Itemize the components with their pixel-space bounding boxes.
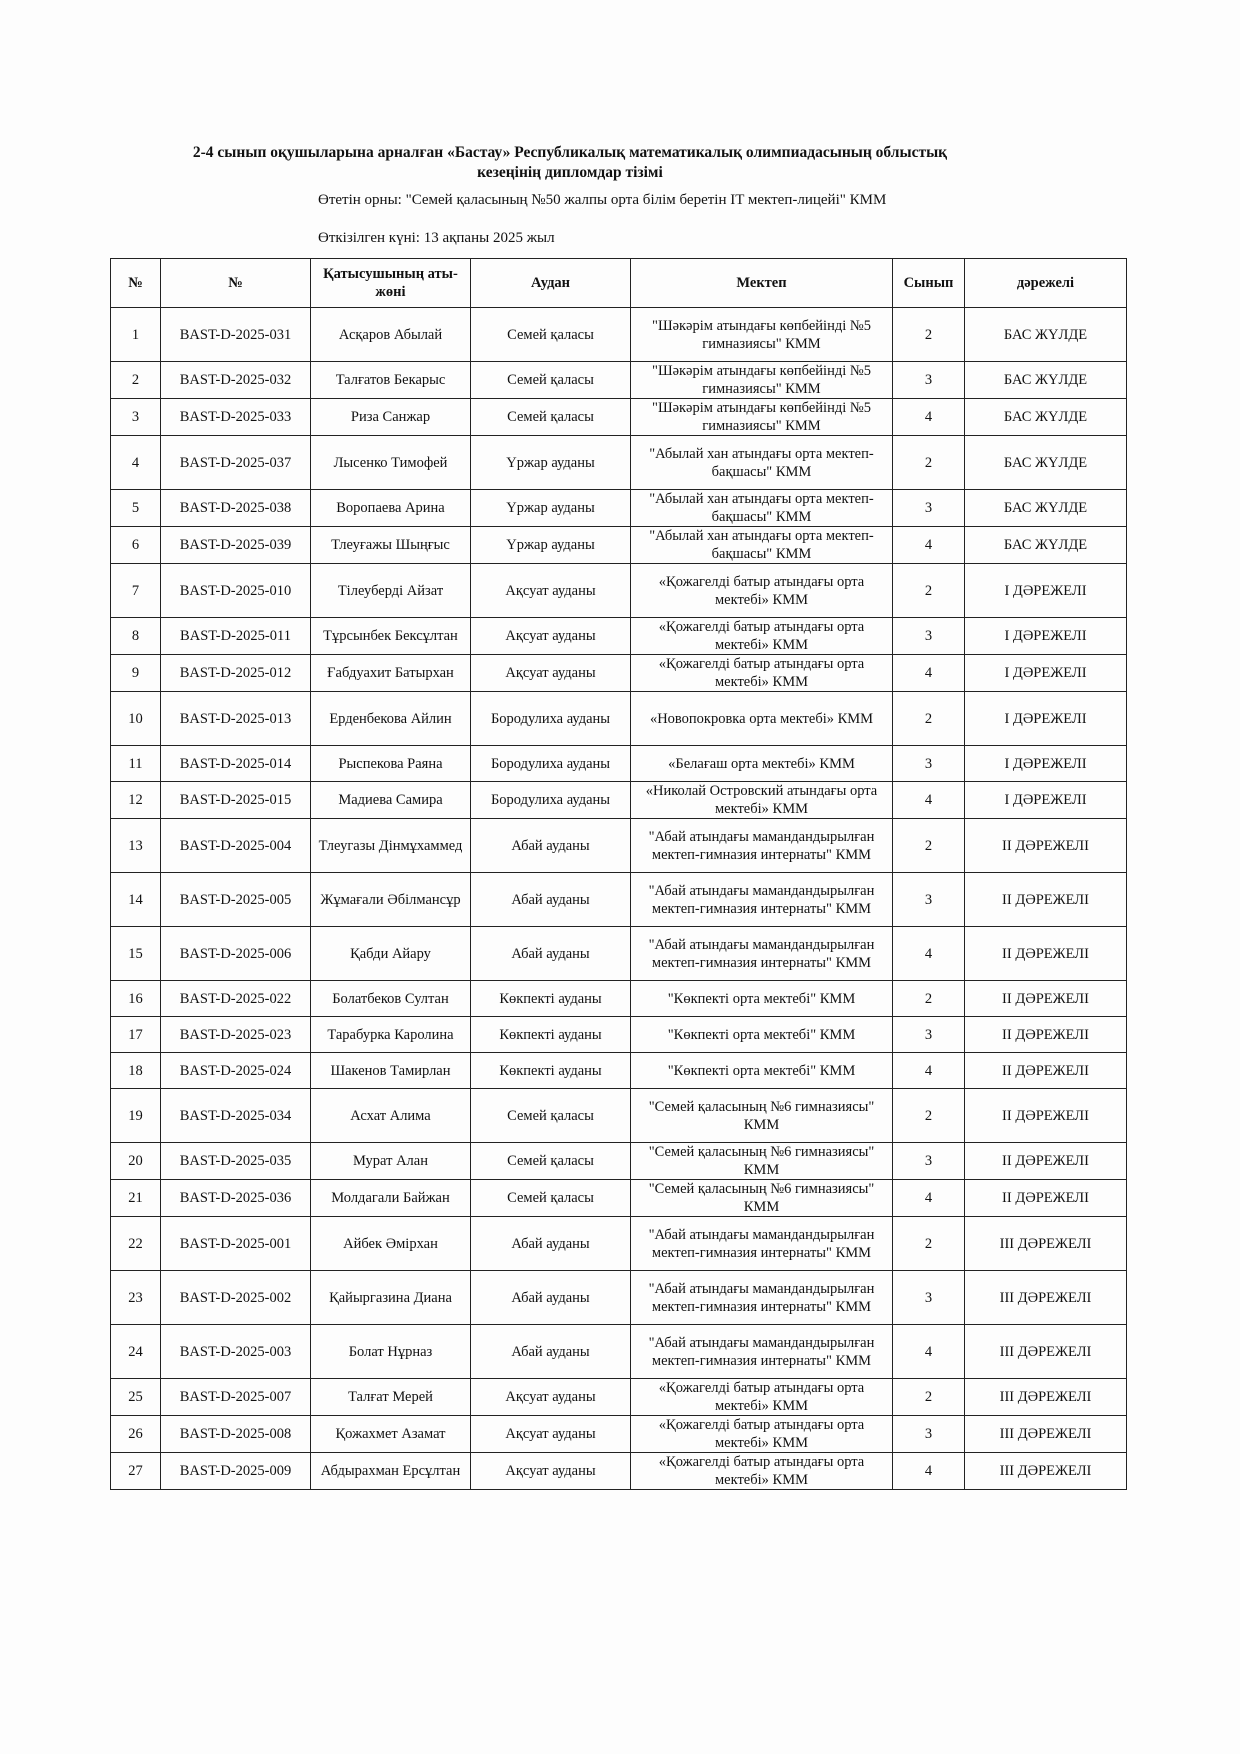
diploma-id-cell: BAST-D-2025-010	[161, 564, 311, 618]
diploma-table	[110, 258, 1127, 1490]
school-cell: "Семей қаласының №6 гимназиясы" КММ	[631, 1089, 893, 1143]
table-row	[111, 692, 1127, 746]
school-cell: «Новопокровка орта мектебі» КММ	[631, 692, 893, 746]
degree-cell: II ДӘРЕЖЕЛІ	[965, 1089, 1127, 1143]
district-cell: Көкпекті ауданы	[471, 1017, 631, 1053]
school-cell: "Абылай хан атындағы орта мектеп-бақшасы" КММ	[631, 436, 893, 490]
row-number-cell: 10	[111, 692, 161, 746]
table-row	[111, 1217, 1127, 1271]
table-row	[111, 399, 1127, 436]
degree-cell: I ДӘРЕЖЕЛІ	[965, 655, 1127, 692]
degree-cell: II ДӘРЕЖЕЛІ	[965, 927, 1127, 981]
district-cell: Абай ауданы	[471, 1271, 631, 1325]
district-cell: Семей қаласы	[471, 308, 631, 362]
grade-cell: 3	[893, 1143, 965, 1180]
district-cell: Семей қаласы	[471, 1143, 631, 1180]
diploma-id-cell: BAST-D-2025-035	[161, 1143, 311, 1180]
row-number-cell: 21	[111, 1180, 161, 1217]
diploma-id-cell: BAST-D-2025-002	[161, 1271, 311, 1325]
table-row	[111, 436, 1127, 490]
degree-cell: III ДӘРЕЖЕЛІ	[965, 1416, 1127, 1453]
row-number-cell: 15	[111, 927, 161, 981]
diploma-id-cell: BAST-D-2025-031	[161, 308, 311, 362]
diploma-id-cell: BAST-D-2025-013	[161, 692, 311, 746]
grade-cell: 4	[893, 1325, 965, 1379]
district-cell: Абай ауданы	[471, 873, 631, 927]
school-cell: «Белағаш орта мектебі» КММ	[631, 746, 893, 782]
degree-cell: I ДӘРЕЖЕЛІ	[965, 564, 1127, 618]
degree-cell: II ДӘРЕЖЕЛІ	[965, 1143, 1127, 1180]
row-number-cell: 4	[111, 436, 161, 490]
degree-cell: III ДӘРЕЖЕЛІ	[965, 1271, 1127, 1325]
diploma-id-cell: BAST-D-2025-023	[161, 1017, 311, 1053]
table-row	[111, 819, 1127, 873]
district-cell: Үржар ауданы	[471, 436, 631, 490]
grade-cell: 3	[893, 1416, 965, 1453]
header-cell: №	[111, 259, 161, 308]
school-cell: «Қожагелді батыр атындағы орта мектебі» КММ	[631, 1416, 893, 1453]
date-line: Өткізілген күні: 13 ақпаны 2025 жыл	[318, 230, 555, 246]
grade-cell: 2	[893, 981, 965, 1017]
school-cell: «Қожагелді батыр атындағы орта мектебі» КММ	[631, 1379, 893, 1416]
school-cell: «Қожагелді батыр атындағы орта мектебі» КММ	[631, 1453, 893, 1490]
degree-cell: БАС ЖҮЛДЕ	[965, 490, 1127, 527]
row-number-cell: 18	[111, 1053, 161, 1089]
row-number-cell: 7	[111, 564, 161, 618]
degree-cell: III ДӘРЕЖЕЛІ	[965, 1453, 1127, 1490]
diploma-id-cell: BAST-D-2025-007	[161, 1379, 311, 1416]
grade-cell: 4	[893, 1053, 965, 1089]
diploma-id-cell: BAST-D-2025-037	[161, 436, 311, 490]
district-cell: Үржар ауданы	[471, 527, 631, 564]
diploma-id-cell: BAST-D-2025-024	[161, 1053, 311, 1089]
school-cell: "Шәкәрім атындағы көпбейінді №5 гимназиясы" КММ	[631, 399, 893, 436]
district-cell: Бородулиха ауданы	[471, 746, 631, 782]
table-row	[111, 1271, 1127, 1325]
degree-cell: II ДӘРЕЖЕЛІ	[965, 1053, 1127, 1089]
table-row	[111, 1416, 1127, 1453]
degree-cell: БАС ЖҮЛДЕ	[965, 399, 1127, 436]
header-cell: Сынып	[893, 259, 965, 308]
district-cell: Семей қаласы	[471, 362, 631, 399]
diploma-id-cell: BAST-D-2025-034	[161, 1089, 311, 1143]
grade-cell: 2	[893, 1217, 965, 1271]
degree-cell: БАС ЖҮЛДЕ	[965, 527, 1127, 564]
district-cell: Абай ауданы	[471, 927, 631, 981]
grade-cell: 4	[893, 927, 965, 981]
table-row	[111, 1143, 1127, 1180]
diploma-id-cell: BAST-D-2025-012	[161, 655, 311, 692]
header-cell: Аудан	[471, 259, 631, 308]
header-cell: Мектеп	[631, 259, 893, 308]
district-cell: Ақсуат ауданы	[471, 1453, 631, 1490]
grade-cell: 2	[893, 308, 965, 362]
row-number-cell: 14	[111, 873, 161, 927]
diploma-id-cell: BAST-D-2025-014	[161, 746, 311, 782]
degree-cell: I ДӘРЕЖЕЛІ	[965, 618, 1127, 655]
grade-cell: 2	[893, 436, 965, 490]
participant-name-cell: Қабди Айару	[311, 927, 471, 981]
table-row	[111, 655, 1127, 692]
participant-name-cell: Рыспекова Раяна	[311, 746, 471, 782]
degree-cell: III ДӘРЕЖЕЛІ	[965, 1217, 1127, 1271]
row-number-cell: 23	[111, 1271, 161, 1325]
row-number-cell: 9	[111, 655, 161, 692]
participant-name-cell: Тарабурка Каролина	[311, 1017, 471, 1053]
diploma-id-cell: BAST-D-2025-036	[161, 1180, 311, 1217]
district-cell: Көкпекті ауданы	[471, 981, 631, 1017]
diploma-id-cell: BAST-D-2025-009	[161, 1453, 311, 1490]
grade-cell: 4	[893, 782, 965, 819]
participant-name-cell: Лысенко Тимофей	[311, 436, 471, 490]
table-row	[111, 618, 1127, 655]
table-row	[111, 746, 1127, 782]
school-cell: "Абай атындағы мамандандырылған мектеп-гимназия интернаты" КММ	[631, 1271, 893, 1325]
participant-name-cell: Воропаева Арина	[311, 490, 471, 527]
diploma-id-cell: BAST-D-2025-011	[161, 618, 311, 655]
row-number-cell: 27	[111, 1453, 161, 1490]
header-cell: дәрежелі	[965, 259, 1127, 308]
district-cell: Үржар ауданы	[471, 490, 631, 527]
table-row	[111, 1017, 1127, 1053]
participant-name-cell: Ерденбекова Айлин	[311, 692, 471, 746]
grade-cell: 3	[893, 746, 965, 782]
school-cell: "Абай атындағы мамандандырылған мектеп-гимназия интернаты" КММ	[631, 1325, 893, 1379]
school-cell: "Көкпекті орта мектебі" КММ	[631, 981, 893, 1017]
district-cell: Ақсуат ауданы	[471, 655, 631, 692]
school-cell: «Қожагелді батыр атындағы орта мектебі» КММ	[631, 655, 893, 692]
row-number-cell: 22	[111, 1217, 161, 1271]
grade-cell: 3	[893, 490, 965, 527]
school-cell: "Абылай хан атындағы орта мектеп-бақшасы" КММ	[631, 527, 893, 564]
table-row	[111, 490, 1127, 527]
school-cell: "Абай атындағы мамандандырылған мектеп-гимназия интернаты" КММ	[631, 927, 893, 981]
grade-cell: 2	[893, 564, 965, 618]
degree-cell: I ДӘРЕЖЕЛІ	[965, 692, 1127, 746]
grade-cell: 2	[893, 692, 965, 746]
participant-name-cell: Мадиева Самира	[311, 782, 471, 819]
header-cell: Қатысушының аты-жөні	[311, 259, 471, 308]
diploma-id-cell: BAST-D-2025-022	[161, 981, 311, 1017]
degree-cell: II ДӘРЕЖЕЛІ	[965, 1017, 1127, 1053]
row-number-cell: 8	[111, 618, 161, 655]
table-row	[111, 782, 1127, 819]
grade-cell: 2	[893, 819, 965, 873]
diploma-id-cell: BAST-D-2025-032	[161, 362, 311, 399]
district-cell: Ақсуат ауданы	[471, 1416, 631, 1453]
school-cell: «Николай Островский атындағы орта мектебі» КММ	[631, 782, 893, 819]
participant-name-cell: Тлеугазы Дінмұхаммед	[311, 819, 471, 873]
grade-cell: 3	[893, 1271, 965, 1325]
degree-cell: БАС ЖҮЛДЕ	[965, 362, 1127, 399]
degree-cell: III ДӘРЕЖЕЛІ	[965, 1379, 1127, 1416]
school-cell: «Қожагелді батыр атындағы орта мектебі» КММ	[631, 564, 893, 618]
district-cell: Ақсуат ауданы	[471, 1379, 631, 1416]
row-number-cell: 3	[111, 399, 161, 436]
row-number-cell: 2	[111, 362, 161, 399]
school-cell: "Абай атындағы мамандандырылған мектеп-гимназия интернаты" КММ	[631, 873, 893, 927]
district-cell: Бородулиха ауданы	[471, 782, 631, 819]
degree-cell: БАС ЖҮЛДЕ	[965, 308, 1127, 362]
participant-name-cell: Тұрсынбек Бексұлтан	[311, 618, 471, 655]
participant-name-cell: Болат Нұрназ	[311, 1325, 471, 1379]
participant-name-cell: Риза Санжар	[311, 399, 471, 436]
table-header-row	[111, 259, 1127, 308]
header-cell: №	[161, 259, 311, 308]
table-row	[111, 1379, 1127, 1416]
diploma-id-cell: BAST-D-2025-015	[161, 782, 311, 819]
district-cell: Ақсуат ауданы	[471, 618, 631, 655]
degree-cell: II ДӘРЕЖЕЛІ	[965, 819, 1127, 873]
document-title: 2-4 сынып оқушыларына арналған «Бастау» Республикалық математикалық олимпиадасының облыстық кезеңінің дипломдар тізімі	[192, 144, 948, 181]
participant-name-cell: Қайыргазина Диана	[311, 1271, 471, 1325]
grade-cell: 4	[893, 399, 965, 436]
degree-cell: БАС ЖҮЛДЕ	[965, 436, 1127, 490]
school-cell: "Абылай хан атындағы орта мектеп-бақшасы" КММ	[631, 490, 893, 527]
grade-cell: 4	[893, 1180, 965, 1217]
grade-cell: 4	[893, 655, 965, 692]
district-cell: Абай ауданы	[471, 819, 631, 873]
school-cell: "Шәкәрім атындағы көпбейінді №5 гимназиясы" КММ	[631, 362, 893, 399]
participant-name-cell: Абдырахман Ерсұлтан	[311, 1453, 471, 1490]
degree-cell: II ДӘРЕЖЕЛІ	[965, 1180, 1127, 1217]
venue-line: Өтетін орны: "Семей қаласының №50 жалпы орта білім беретін IT мектеп-лицейі" КММ	[318, 192, 887, 208]
row-number-cell: 6	[111, 527, 161, 564]
row-number-cell: 12	[111, 782, 161, 819]
degree-cell: I ДӘРЕЖЕЛІ	[965, 782, 1127, 819]
table-row	[111, 564, 1127, 618]
school-cell: "Абай атындағы мамандандырылған мектеп-гимназия интернаты" КММ	[631, 819, 893, 873]
participant-name-cell: Айбек Әмірхан	[311, 1217, 471, 1271]
table-body	[111, 308, 1127, 1490]
grade-cell: 3	[893, 362, 965, 399]
participant-name-cell: Шакенов Тамирлан	[311, 1053, 471, 1089]
participant-name-cell: Тілеуберді Айзат	[311, 564, 471, 618]
row-number-cell: 25	[111, 1379, 161, 1416]
participant-name-cell: Асхат Алима	[311, 1089, 471, 1143]
district-cell: Көкпекті ауданы	[471, 1053, 631, 1089]
table-row	[111, 1053, 1127, 1089]
participant-name-cell: Мурат Алан	[311, 1143, 471, 1180]
diploma-id-cell: BAST-D-2025-039	[161, 527, 311, 564]
school-cell: «Қожагелді батыр атындағы орта мектебі» КММ	[631, 618, 893, 655]
diploma-id-cell: BAST-D-2025-003	[161, 1325, 311, 1379]
participant-name-cell: Жұмағали Әбілмансұр	[311, 873, 471, 927]
degree-cell: II ДӘРЕЖЕЛІ	[965, 873, 1127, 927]
row-number-cell: 17	[111, 1017, 161, 1053]
table-row	[111, 362, 1127, 399]
degree-cell: I ДӘРЕЖЕЛІ	[965, 746, 1127, 782]
participant-name-cell: Талғатов Бекарыс	[311, 362, 471, 399]
school-cell: "Семей қаласының №6 гимназиясы" КММ	[631, 1180, 893, 1217]
grade-cell: 3	[893, 1017, 965, 1053]
table-row	[111, 1325, 1127, 1379]
row-number-cell: 5	[111, 490, 161, 527]
table-row	[111, 1453, 1127, 1490]
participant-name-cell: Болатбеков Султан	[311, 981, 471, 1017]
diploma-id-cell: BAST-D-2025-006	[161, 927, 311, 981]
school-cell: "Шәкәрім атындағы көпбейінді №5 гимназиясы" КММ	[631, 308, 893, 362]
district-cell: Семей қаласы	[471, 1089, 631, 1143]
district-cell: Семей қаласы	[471, 1180, 631, 1217]
diploma-id-cell: BAST-D-2025-001	[161, 1217, 311, 1271]
participant-name-cell: Тлеуғажы Шыңғыс	[311, 527, 471, 564]
diploma-id-cell: BAST-D-2025-008	[161, 1416, 311, 1453]
degree-cell: II ДӘРЕЖЕЛІ	[965, 981, 1127, 1017]
diploma-id-cell: BAST-D-2025-004	[161, 819, 311, 873]
table-row	[111, 981, 1127, 1017]
participant-name-cell: Молдагали Байжан	[311, 1180, 471, 1217]
grade-cell: 4	[893, 1453, 965, 1490]
table-row	[111, 873, 1127, 927]
participant-name-cell: Ғабдуахит Батырхан	[311, 655, 471, 692]
participant-name-cell: Талғат Мерей	[311, 1379, 471, 1416]
district-cell: Абай ауданы	[471, 1217, 631, 1271]
diploma-id-cell: BAST-D-2025-033	[161, 399, 311, 436]
participant-name-cell: Асқаров Абылай	[311, 308, 471, 362]
row-number-cell: 20	[111, 1143, 161, 1180]
row-number-cell: 11	[111, 746, 161, 782]
grade-cell: 2	[893, 1089, 965, 1143]
table-row	[111, 1089, 1127, 1143]
table-row	[111, 527, 1127, 564]
diploma-id-cell: BAST-D-2025-038	[161, 490, 311, 527]
table-row	[111, 308, 1127, 362]
district-cell: Семей қаласы	[471, 399, 631, 436]
school-cell: "Абай атындағы мамандандырылған мектеп-гимназия интернаты" КММ	[631, 1217, 893, 1271]
row-number-cell: 19	[111, 1089, 161, 1143]
district-cell: Бородулиха ауданы	[471, 692, 631, 746]
row-number-cell: 13	[111, 819, 161, 873]
district-cell: Абай ауданы	[471, 1325, 631, 1379]
row-number-cell: 1	[111, 308, 161, 362]
row-number-cell: 24	[111, 1325, 161, 1379]
grade-cell: 4	[893, 527, 965, 564]
row-number-cell: 26	[111, 1416, 161, 1453]
row-number-cell: 16	[111, 981, 161, 1017]
table-row	[111, 1180, 1127, 1217]
school-cell: "Көкпекті орта мектебі" КММ	[631, 1017, 893, 1053]
grade-cell: 3	[893, 618, 965, 655]
school-cell: "Семей қаласының №6 гимназиясы" КММ	[631, 1143, 893, 1180]
grade-cell: 2	[893, 1379, 965, 1416]
school-cell: "Көкпекті орта мектебі" КММ	[631, 1053, 893, 1089]
participant-name-cell: Қожахмет Азамат	[311, 1416, 471, 1453]
table-row	[111, 927, 1127, 981]
grade-cell: 3	[893, 873, 965, 927]
degree-cell: III ДӘРЕЖЕЛІ	[965, 1325, 1127, 1379]
diploma-id-cell: BAST-D-2025-005	[161, 873, 311, 927]
district-cell: Ақсуат ауданы	[471, 564, 631, 618]
